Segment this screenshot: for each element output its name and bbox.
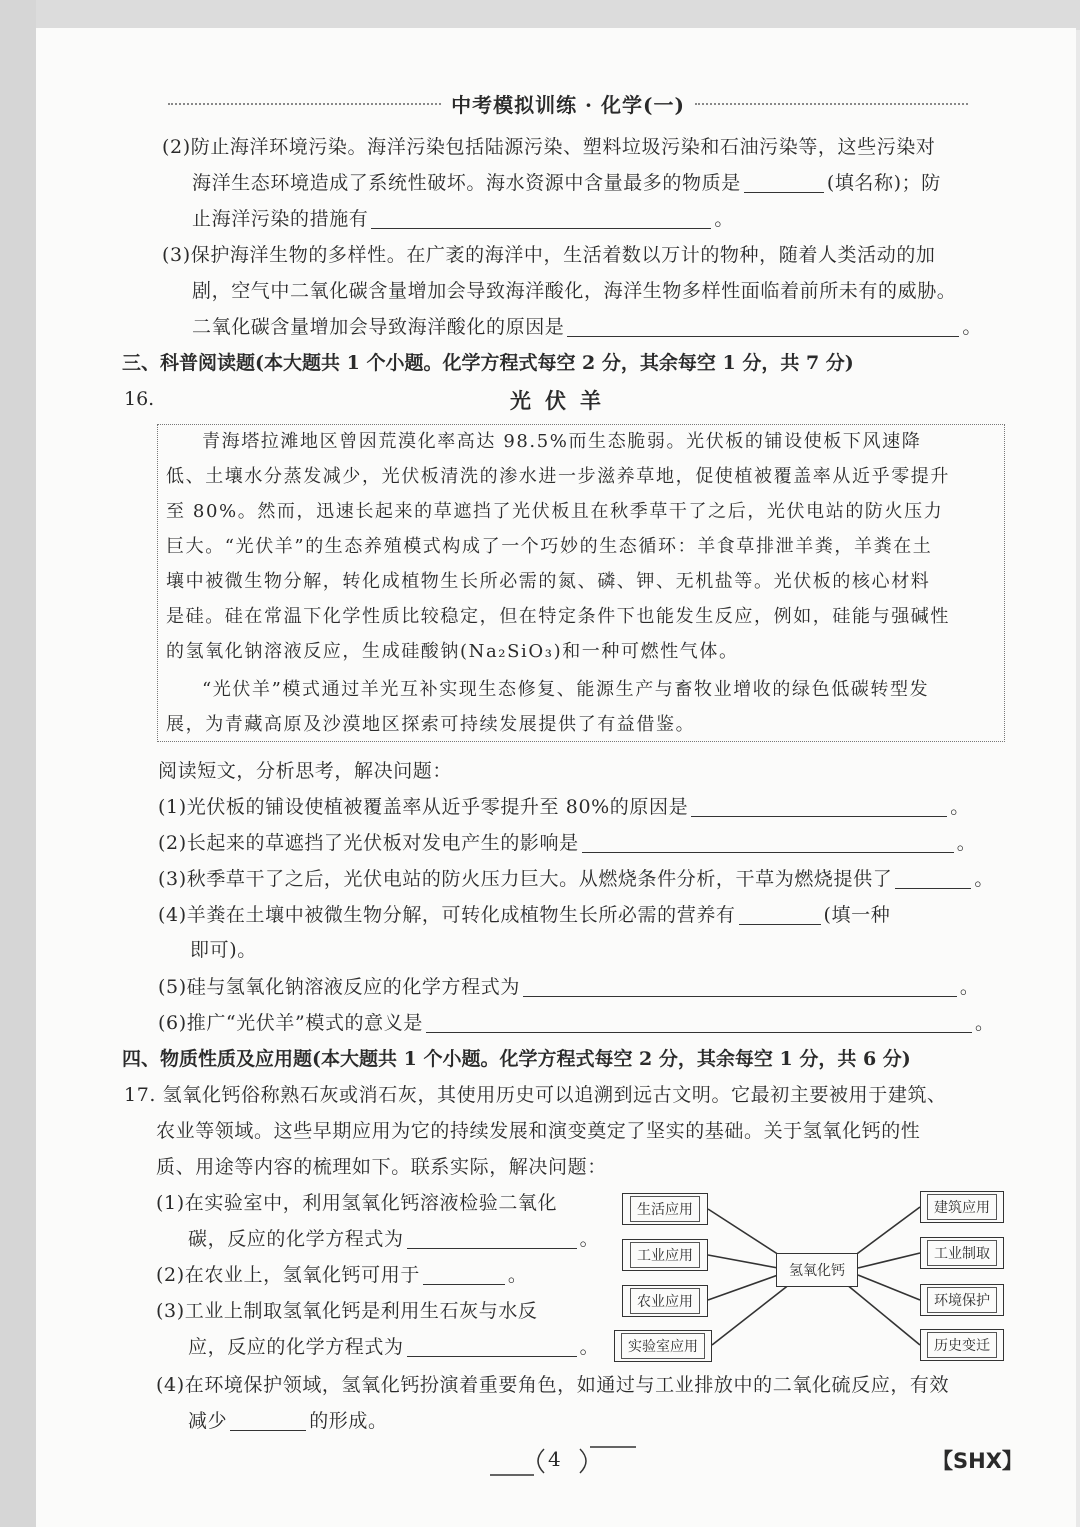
section3-heading: 三、科普阅读题(本大题共 1 个小题。化学方程式每空 2 分，其余每空 1 分，共 7 分) <box>122 352 854 374</box>
q16-question-4-text: (4)羊粪在土壤中被微生物分解，可转化成植物生长所必需的营养有 <box>158 904 736 926</box>
diagram-box-construction <box>920 1191 1004 1223</box>
period: 。 <box>974 868 994 890</box>
period: 。 <box>962 316 983 338</box>
q17-part1-line2-text: 碳，反应的化学方程式为 <box>188 1228 404 1250</box>
connector-line <box>708 1275 778 1300</box>
header-title: 中考模拟训练 · 化学(一) <box>451 92 685 117</box>
period: 。 <box>974 1012 995 1034</box>
q16-question-2-text: (2)长起来的草遮挡了光伏板对发电产生的影响是 <box>158 832 579 854</box>
period: 。 <box>959 976 980 998</box>
q17-part3-line1: (3)工业上制取氢氧化钙是利用生石灰与水反 <box>156 1300 538 1322</box>
q15-part2-line2-tail: (填名称)；防 <box>826 172 941 194</box>
passage-line: 巨大。“光伏羊”的生态养殖模式构成了一个巧妙的生态循环：羊食草排泄羊粪，羊粪在土 <box>166 536 933 557</box>
diagram-box-label: 建筑应用 <box>927 1194 997 1220</box>
diagram-box-label: 历史变迁 <box>927 1332 997 1358</box>
period: 。 <box>507 1264 528 1286</box>
q15-part2-line3-text: 止海洋污染的措施有 <box>192 208 369 230</box>
q15-part2-line1: (2)防止海洋环境污染。海洋污染包括陆源污染、塑料垃圾污染和石油污染等，这些污染对 <box>162 136 936 158</box>
q15-part3-line1: (3)保护海洋生物的多样性。在广袤的海洋中，生活着数以万计的物种，随着人类活动的加 <box>162 244 936 266</box>
passage-line: 低、土壤水分蒸发减少，光伏板清洗的渗水进一步滋养草地，促使植被覆盖率从近乎零提升 <box>166 466 950 487</box>
diagram-box-industry <box>622 1239 708 1271</box>
q17-part3-line2-text: 应，反应的化学方程式为 <box>188 1336 404 1358</box>
diagram-box-label: 生活应用 <box>630 1196 700 1222</box>
period: 。 <box>956 832 977 854</box>
q17-part4-line2-text: 减少 <box>188 1410 228 1432</box>
period: 。 <box>579 1228 600 1250</box>
passage-line: 展，为青藏高原及沙漠地区探索可持续发展提供了有益借鉴。 <box>166 714 696 735</box>
connector-line <box>858 1275 920 1300</box>
period: 。 <box>950 796 970 818</box>
diagram-box-label: 环境保护 <box>927 1287 997 1313</box>
q17-intro-line3: 质、用途等内容的梳理如下。联系实际，解决问题： <box>156 1156 607 1178</box>
q17-part1-line1: (1)在实验室中，利用氢氧化钙溶液检验二氧化 <box>156 1192 558 1214</box>
q17-part2-text: (2)在农业上，氢氧化钙可用于 <box>156 1264 420 1286</box>
page-number-ornament <box>490 1443 640 1479</box>
diagram-box-industrial-production <box>920 1237 1004 1269</box>
diagram-center-label: 氢氧化钙 <box>789 1263 845 1279</box>
q17-part4-line2-tail: 的形成。 <box>309 1410 388 1432</box>
page-number: 4 <box>548 1447 561 1471</box>
diagram-box-history <box>920 1329 1004 1361</box>
passage-line: 的氢氧化钠溶液反应，生成硅酸钠(Na₂SiO₃)和一种可燃性气体。 <box>166 641 739 662</box>
diagram-box-life <box>622 1193 708 1225</box>
section4-heading: 四、物质性质及应用题(本大题共 1 个小题。化学方程式每空 2 分，其余每空 1 分，共 6 分) <box>122 1048 911 1070</box>
q16-question-4-tail: (填一种 <box>823 904 891 926</box>
q16-question-5-text: (5)硅与氢氧化钠溶液反应的化学方程式为 <box>158 976 520 998</box>
period: 。 <box>579 1336 600 1358</box>
q17-intro-line1: 17. 氢氧化钙俗称熟石灰或消石灰，其使用历史可以追溯到远古文明。它最初主要被用于建筑、 <box>124 1084 947 1106</box>
diagram-box-agriculture <box>622 1285 708 1317</box>
passage-line: “光伏羊”模式通过羊光互补实现生态修复、能源生产与畜牧业增收的绿色低碳转型发 <box>202 679 930 700</box>
connector-line <box>858 1253 920 1268</box>
q17-part4-line1: (4)在环境保护领域，氢氧化钙扮演着重要角色，如通过与工业排放中的二氧化硫反应，有效 <box>156 1374 950 1396</box>
connector-line <box>708 1255 778 1268</box>
q15-part2-line2-text: 海洋生态环境造成了系统性破坏。海水资源中含量最多的物质是 <box>192 172 741 194</box>
q16-question-1-text: (1)光伏板的铺设使植被覆盖率从近乎零提升至 80%的原因是 <box>158 796 689 818</box>
q16-intro: 阅读短文，分析思考，解决问题： <box>158 760 453 782</box>
diagram-box-label: 工业制取 <box>927 1240 997 1266</box>
page-number-footer <box>490 1443 640 1479</box>
q16-passage-title: 光伏羊 <box>510 388 615 413</box>
q15-part3-line2: 剧，空气中二氧化碳含量增加会导致海洋酸化，海洋生物多样性面临着前所未有的威胁。 <box>192 280 957 302</box>
diagram-box-label: 农业应用 <box>630 1288 700 1314</box>
diagram-box-environment <box>920 1284 1004 1316</box>
passage-line: 青海塔拉滩地区曾因荒漠化率高达 98.5%而生态脆弱。光伏板的铺设使板下风速降 <box>202 431 922 452</box>
diagram-center-box <box>776 1253 858 1287</box>
q15-part3-line3-text: 二氧化碳含量增加会导致海洋酸化的原因是 <box>192 316 565 338</box>
q17-intro-line2: 农业等领域。这些早期应用为它的持续发展和演变奠定了坚实的基础。关于氢氧化钙的性 <box>156 1120 921 1142</box>
diagram-box-label: 工业应用 <box>630 1242 700 1268</box>
diagram-box-laboratory <box>614 1330 712 1362</box>
q16-number: 16. <box>124 388 155 410</box>
passage-line: 壤中被微生物分解，转化成植物生长所必需的氮、磷、钾、无机盐等。光伏板的核心材料 <box>166 571 931 592</box>
q16-question-6-text: (6)推广“光伏羊”模式的意义是 <box>158 1012 423 1034</box>
connector-line <box>712 1284 790 1345</box>
q16-question-3-text: (3)秋季草干了之后，光伏电站的防火压力巨大。从燃烧条件分析，干草为燃烧提供了 <box>158 868 893 890</box>
connector-line <box>846 1284 920 1345</box>
period: 。 <box>714 208 735 230</box>
passage-line: 至 80%。然而，迅速长起来的草遮挡了光伏板且在秋季草干了之后，光伏电站的防火压力 <box>166 501 944 522</box>
paper-code: 【SHX】 <box>932 1449 1023 1473</box>
q16-question-4-line2: 即可)。 <box>190 939 257 961</box>
diagram-box-label: 实验室应用 <box>621 1333 705 1359</box>
passage-line: 是硅。硅在常温下化学性质比较稳定，但在特定条件下也能发生反应，例如，硅能与强碱性 <box>166 606 950 627</box>
